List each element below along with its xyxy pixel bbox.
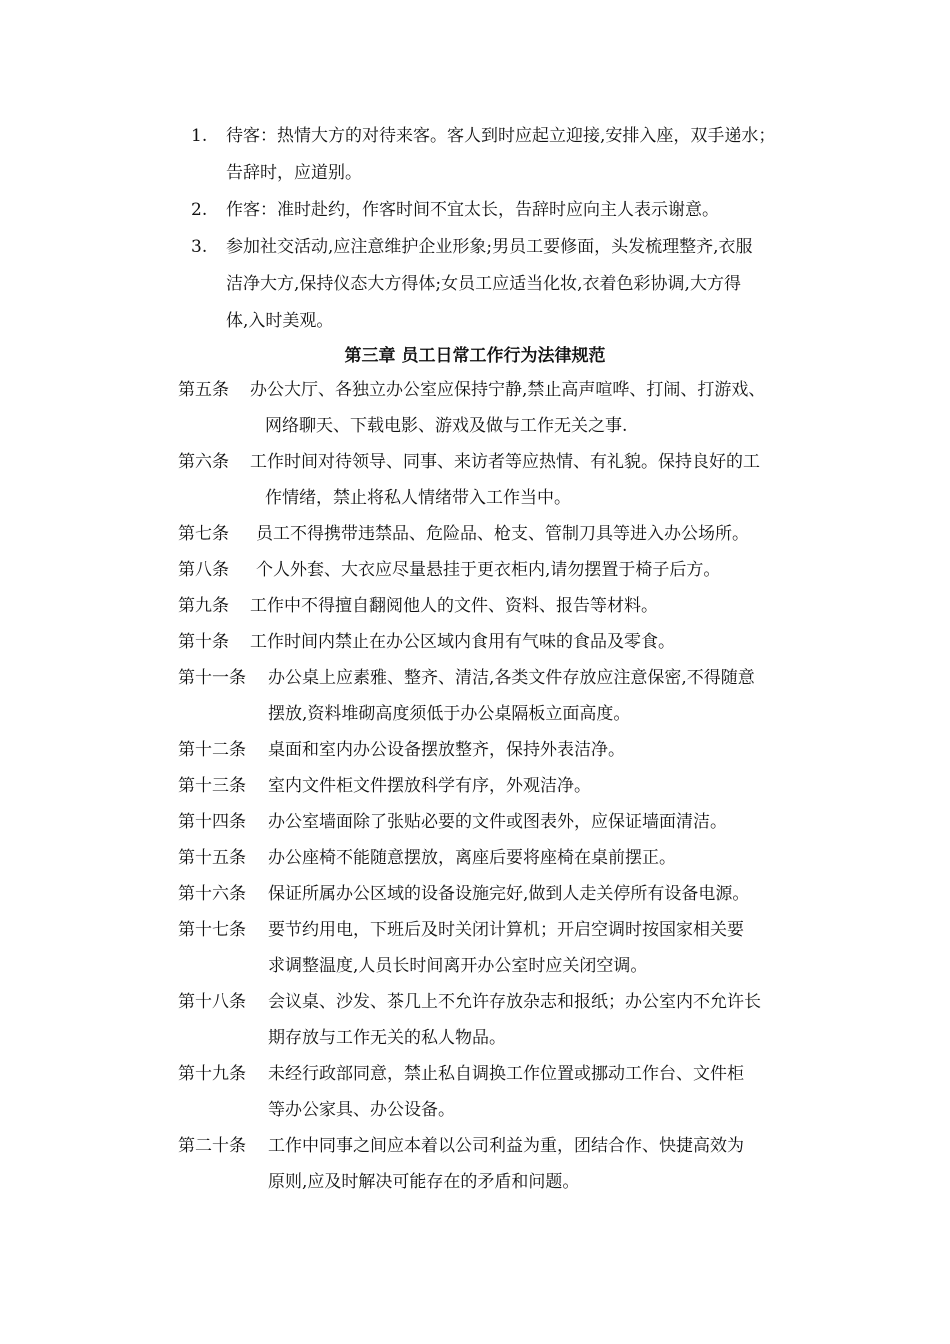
article	[178, 876, 810, 912]
article-label: 第九条	[178, 596, 229, 616]
article-label: 第十五条	[178, 848, 246, 868]
article-label: 第十四条	[178, 812, 246, 832]
article-label: 第二十条	[178, 1136, 246, 1156]
article-text: 求调整温度,人员长时间离开办公室时应关闭空调。	[268, 956, 648, 976]
article	[178, 588, 810, 624]
list-item	[178, 192, 818, 229]
article-label: 第十七条	[178, 920, 246, 940]
article-text: 办公桌上应素雅、整齐、清洁,各类文件存放应注意保密,不得随意	[268, 668, 755, 688]
article	[178, 912, 810, 984]
article-label: 第十条	[178, 632, 229, 652]
article-label: 第十六条	[178, 884, 246, 904]
article	[178, 516, 810, 552]
article	[178, 984, 810, 1056]
article-label: 第十三条	[178, 776, 246, 796]
list-number: 1.	[191, 126, 208, 146]
article-label: 第五条	[178, 380, 229, 400]
article-text: 办公大厅、各独立办公室应保持宁静,禁止高声喧哗、打闹、打游戏、	[250, 380, 766, 400]
article-text: 办公室墙面除了张贴必要的文件或图表外，应保证墙面清洁。	[268, 812, 727, 832]
article-text: 室内文件柜文件摆放科学有序，外观洁净。	[268, 776, 591, 796]
article-text: 桌面和室内办公设备摆放整齐，保持外表洁净。	[268, 740, 625, 760]
article	[178, 624, 810, 660]
article-label: 第六条	[178, 452, 229, 472]
article-label: 第十一条	[178, 668, 246, 688]
article-text: 工作中同事之间应本着以公司利益为重，团结合作、快捷高效为	[268, 1136, 744, 1156]
article-text: 员工不得携带违禁品、危险品、枪支、管制刀具等进入办公场所。	[256, 524, 749, 544]
article-label: 第十八条	[178, 992, 246, 1012]
article-text: 等办公家具、办公设备。	[268, 1100, 455, 1120]
article-text: 网络聊天、下载电影、游戏及做与工作无关之事.	[265, 416, 628, 436]
article	[178, 372, 810, 444]
article	[178, 660, 810, 732]
article-text: 期存放与工作无关的私人物品。	[268, 1028, 506, 1048]
article-text: 作情绪，禁止将私人情绪带入工作当中。	[265, 488, 571, 508]
list-text-line: 洁净大方,保持仪态大方得体;女员工应适当化妆,衣着色彩协调,大方得	[226, 274, 741, 294]
article-text: 会议桌、沙发、茶几上不允许存放杂志和报纸；办公室内不允许长	[268, 992, 761, 1012]
article-text: 办公座椅不能随意摆放，离座后要将座椅在桌前摆正。	[268, 848, 676, 868]
article-label: 第七条	[178, 524, 229, 544]
article-text: 原则,应及时解决可能存在的矛盾和问题。	[268, 1172, 580, 1192]
article	[178, 804, 810, 840]
list-number: 3.	[191, 237, 208, 257]
list-number: 2.	[191, 200, 208, 220]
list-text-line: 告辞时，应道别。	[226, 163, 362, 183]
article-text: 工作中不得擅自翻阅他人的文件、资料、报告等材料。	[250, 596, 658, 616]
chapter-heading: 第三章 员工日常工作行为法律规范	[344, 346, 606, 366]
article	[178, 732, 810, 768]
article-label: 第十九条	[178, 1064, 246, 1084]
list-item	[178, 229, 818, 340]
article-label: 第八条	[178, 560, 229, 580]
article	[178, 768, 810, 804]
numbered-list	[178, 118, 818, 340]
list-text-line: 参加社交活动,应注意维护企业形象;男员工要修面，头发梳理整齐,衣服	[226, 237, 753, 257]
article	[178, 1056, 810, 1128]
article-list	[178, 372, 810, 1200]
article	[178, 840, 810, 876]
article-text: 摆放,资料堆砌高度须低于办公桌隔板立面高度。	[268, 704, 631, 724]
list-item	[178, 118, 818, 192]
article-text: 要节约用电，下班后及时关闭计算机；开启空调时按国家相关要	[268, 920, 744, 940]
article-text: 工作时间对待领导、同事、来访者等应热情、有礼貌。保持良好的工	[250, 452, 760, 472]
article-text: 个人外套、大衣应尽量悬挂于更衣柜内,请勿摆置于椅子后方。	[256, 560, 721, 580]
article-text: 工作时间内禁止在办公区域内食用有气味的食品及零食。	[250, 632, 675, 652]
article	[178, 444, 810, 516]
list-text-line: 待客：热情大方的对待来客。客人到时应起立迎接,安排入座，双手递水；	[226, 126, 776, 146]
list-text-line: 作客：准时赴约，作客时间不宜太长，告辞时应向主人表示谢意。	[226, 200, 719, 220]
article-text: 未经行政部同意，禁止私自调换工作位置或挪动工作台、文件柜	[268, 1064, 744, 1084]
list-text-line: 体,入时美观。	[226, 311, 334, 331]
article	[178, 552, 810, 588]
article-label: 第十二条	[178, 740, 246, 760]
article	[178, 1128, 810, 1200]
article-text: 保证所属办公区域的设备设施完好,做到人走关停所有设备电源。	[268, 884, 750, 904]
